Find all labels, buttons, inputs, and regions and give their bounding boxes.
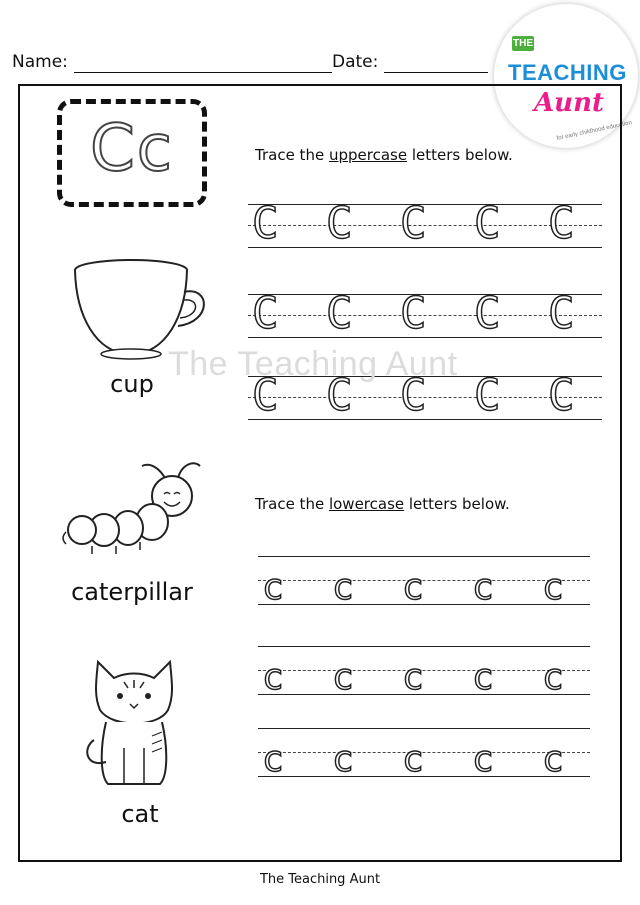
lowercase-trace-row[interactable] xyxy=(258,646,590,696)
picture-label-cup: cup xyxy=(110,370,154,398)
instruction-suffix: letters below. xyxy=(407,146,513,164)
watermark-text: The Teaching Aunt xyxy=(168,345,458,383)
footer-credit: The Teaching Aunt xyxy=(259,872,381,887)
uppercase-trace-row[interactable] xyxy=(248,198,602,249)
trace-letter: c xyxy=(472,739,494,780)
big-letter-outline: Cc xyxy=(90,112,174,186)
uppercase-trace-row[interactable] xyxy=(248,288,602,339)
trace-letter: C xyxy=(326,370,353,421)
lowercase-trace-row[interactable] xyxy=(258,728,590,778)
trace-letter: c xyxy=(332,739,354,780)
trace-letter: C xyxy=(548,370,575,421)
trace-letter: c xyxy=(472,657,494,698)
trace-letter: C xyxy=(326,288,353,339)
logo-teaching: TEACHING xyxy=(508,60,627,85)
worksheet-header xyxy=(12,52,492,76)
trace-letter: c xyxy=(332,567,354,608)
trace-letter: c xyxy=(402,567,424,608)
trace-letter: C xyxy=(474,198,501,249)
trace-letter: C xyxy=(548,198,575,249)
trace-letter: C xyxy=(400,288,427,339)
name-label: Name: xyxy=(12,52,68,72)
trace-letter: c xyxy=(542,657,564,698)
trace-letter: c xyxy=(402,739,424,780)
trace-letter: C xyxy=(252,370,279,421)
trace-letter: C xyxy=(252,198,279,249)
logo-tagline: for early childhood education xyxy=(556,120,633,142)
trace-letter: c xyxy=(402,657,424,698)
letter-box xyxy=(57,99,207,207)
date-label: Date: xyxy=(332,52,379,72)
trace-letter: C xyxy=(474,288,501,339)
cat-icon xyxy=(72,652,192,792)
instruction-prefix: Trace the xyxy=(255,146,329,164)
uppercase-instruction xyxy=(255,146,513,164)
logo-the: THE xyxy=(513,38,533,49)
instruction-keyword: lowercase xyxy=(328,495,405,513)
trace-letter: c xyxy=(542,739,564,780)
trace-letter: C xyxy=(400,370,427,421)
trace-letter: c xyxy=(262,657,284,698)
lowercase-trace-row[interactable] xyxy=(258,556,590,606)
trace-letter: c xyxy=(332,657,354,698)
instruction-suffix: letters below. xyxy=(404,495,510,513)
trace-letter: C xyxy=(400,198,427,249)
trace-letter: C xyxy=(326,198,353,249)
picture-label-cat: cat xyxy=(121,800,159,828)
trace-letter: c xyxy=(262,739,284,780)
cup-icon xyxy=(66,256,216,366)
trace-letter: c xyxy=(472,567,494,608)
trace-letter: C xyxy=(252,288,279,339)
name-field[interactable] xyxy=(74,72,332,73)
instruction-prefix: Trace the xyxy=(255,495,329,513)
logo-aunt: Aunt xyxy=(534,88,604,118)
caterpillar-icon xyxy=(56,452,216,562)
trace-letter: c xyxy=(262,567,284,608)
trace-letter: C xyxy=(548,288,575,339)
instruction-keyword: uppercase xyxy=(328,146,408,164)
trace-letter: C xyxy=(474,370,501,421)
picture-label-caterpillar: caterpillar xyxy=(71,578,193,606)
trace-letter: c xyxy=(542,567,564,608)
lowercase-instruction xyxy=(255,495,510,513)
date-field[interactable] xyxy=(384,72,488,73)
